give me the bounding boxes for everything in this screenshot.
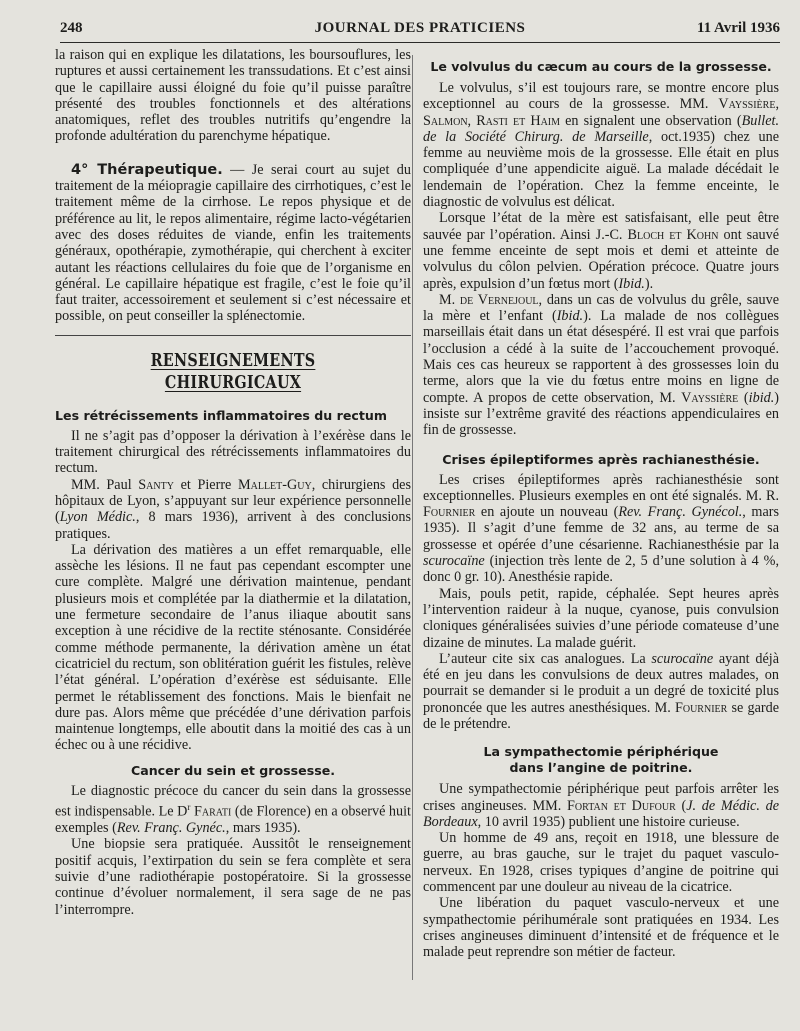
page-header: [60, 18, 780, 43]
section-rule-top: [55, 335, 411, 336]
text-span: , dans un cas de volvulus du grêle, sauve la mère et l’enfant (: [423, 291, 779, 325]
therapy-paragraph: [55, 162, 411, 325]
text-span: L’auteur cite six cas analogues. La: [439, 650, 652, 667]
therapy-text: — Je serai court au sujet du traitement de la méiopragie capillaire des cirrhotiques, c’est le traitement même de la cirrhose. Le repos physique et de préférence au lit, le repos alimentaire, régime lacto-végétarien avec des doses réduites de viande, enfin les traitements généraux, opothérapie, zymothérapie, qui cherchent à exciter autant les réactions cellulaires du foie que de l’organisme en général. Le capillaire hépatique est fragile, c’est le foie qu’il faut traiter, accessoirement et seulement si c’est nécessaire et possible, on peut conseiller la splénectomie.: [55, 161, 411, 325]
text-span: ayant déjà été en jeu dans les convulsions de deux autres malades, on pourrait se demander si le produit a un degré de toxicité plus prononcée que les autres anesthésiques. M.: [423, 650, 779, 716]
rectum-paragraph-3: La dérivation des matières a un effet remarquable, elle assèche les lésions. Il ne faut pas cependant escompter une cure complète. Malgré une dérivation maintenue, pendant plusieurs mois et complétée par la diathermie et la dilatation, une fermeture secondaire de l’anus iliaque aboutit sans exception à une récidive de la rectite sténosante. Considérée comme méthode permanente, la dérivation amène un état cicatriciel du rectum, son oblitération guérit les fistules, relève l’état général. L’opération d’exérèse est séduisante. Elle permet le rétablissement des fonctions. Mais le bienfait ne dure pas. Alors même que précédée d’une dérivation parfois maintenue longtemps, elle aboutit dans la moitié des cas à un échec ou à une récidive.: [55, 541, 411, 754]
text-span: ont sauvé une femme enceinte de sept mois et demi et atteinte de volvulus du côlon pelvien. Opération précoce. Quatre jours après, expulsion d’un fœtus mort (: [423, 226, 779, 292]
text-span: , 10 avril 1935) publient une histoire curieuse.: [477, 813, 740, 830]
text-span: (: [675, 797, 687, 814]
issue-date: 11 Avril 1936: [696, 20, 780, 36]
text-span: en signalent une observation (: [560, 112, 742, 129]
cancer-paragraph-1: [55, 783, 411, 837]
left-column: [55, 47, 411, 918]
doctor-abbrev: r: [187, 801, 191, 812]
text-span: (de Florence) en a observé huit exemples (: [55, 803, 411, 837]
crises-paragraph-1: [423, 472, 779, 586]
author-name: de Vernejoul: [459, 291, 539, 308]
drug-name: scurocaïne: [651, 650, 714, 667]
sympathectomy-paragraph-3: Une libération du paquet vasculo-nerveux et une sympathectomie périhumérale sont pratiquées en 1934. Les crises angineuses diminuent d’intensité et de fréquence et le malade peut reprendre son métier de facteur.: [423, 895, 779, 961]
intro-paragraph: la raison qui en explique les dilatations, les boursouflures, les ruptures et aussi certainement les transsudations. Et c’est ainsi que le capillaire aussi éloigné du foie qu’il puisse paraître présenté des troubles fonctionnels et des altérations anatomiques, reflet des troubles nutritifs qu’engendre la profonde adultération du parenchyme hépatique.: [55, 47, 411, 145]
journal-reference: Bullet. de la Société Chirurg. de Marseille: [423, 112, 779, 145]
journal-title: JOURNAL DES PRATICIENS: [314, 20, 526, 36]
author-name: Fournier: [674, 699, 728, 716]
author-names: Fortan et Dufour: [567, 797, 676, 814]
author-names: Vayssière, Salmon, Rasti et Haim: [423, 96, 779, 129]
author-name: Vayssière: [681, 389, 739, 406]
text-span: ). La malade de nos collègues marseillais était dans un état désespéré. Il est vrai que parfois l’occlusion a cédé à la suite de l’accouchement provoqué. Mais ces cas heureux se rapportent à des grossesses loin du terme, alors que la vie du fœtus entre moins en ligne de compte. A propos de cette observation, M.: [423, 308, 780, 406]
text-span: , oct.1935) chez une femme au neuvième mois de la grossesse. Elle était en plus compliquée d’une appendicite aiguë. La malade décédait le lendemain de l’opération. Chez la femme enceinte, le diagnostic de volvulus est délicat.: [423, 128, 779, 211]
text-span: ) insiste sur l’extrême gravité des réactions appendiculaires en fin de grossesse.: [423, 389, 780, 439]
article-heading-cancer: Cancer du sein et grossesse.: [130, 762, 336, 778]
crises-paragraph-2: Mais, pouls petit, rapide, céphalée. Sept heures après l’intervention raideur à la nuque, cyanose, puis convulsion cloniques généralisées suivies d’une période comateuse d’une dizaine de minutes. La malade guérit.: [423, 585, 779, 651]
right-column: [423, 47, 779, 961]
section-title: RENSEIGNEMENTS CHIRURGICAUX: [150, 350, 316, 393]
text-span: (injection très lente de 2, 5 d’une solution à 4 %, donc 0 gr. 10). Anesthésie rapide.: [423, 553, 779, 586]
journal-reference: Lyon Médic.: [59, 509, 136, 526]
article-heading-crises: Crises épileptiformes après rachianesthésie.: [442, 451, 760, 467]
author-name: Farati: [190, 803, 232, 820]
journal-reference: Rev. Franç. Gynécol.: [618, 504, 743, 521]
journal-reference: Ibid.: [556, 308, 584, 325]
drug-name: scurocaïne: [423, 553, 485, 570]
text-span: MM. Paul: [71, 476, 139, 493]
text-span: , chirurgiens des hôpitaux de Lyon, s’appuyant sur leur expérience personnelle (: [55, 476, 411, 526]
text-span: , 8 mars 1936), arrivent à des conclusions pratiques.: [55, 509, 411, 542]
author-name: Fournier: [423, 504, 476, 521]
author-names: Bloch et Kohn: [627, 226, 719, 243]
text-span: en ajoute un nouveau (: [475, 504, 619, 521]
volvulus-paragraph-1: [423, 80, 779, 210]
volvulus-paragraph-2: [423, 210, 779, 291]
journal-reference: J. de Médic. de Bordeaux: [423, 797, 779, 830]
text-span: ).: [644, 275, 654, 292]
author-name: Santy: [138, 476, 174, 493]
cancer-paragraph-2: Une biopsie sera pratiquée. Aussitôt le renseignement positif acquis, l’extirpation du sein se fera complète et sera suivie d’une radiothérapie postopératoire. Si la grossesse continue d’évoluer normalement, il sera sage de ne pas l’interrompre.: [55, 836, 411, 918]
text-span: se garde de le prétendre.: [423, 699, 779, 732]
rectum-paragraph-2: [55, 477, 411, 542]
text-span: Une sympathectomie périphérique peut parfois arrêter les crises angineuses. MM.: [423, 781, 779, 814]
sympathectomy-paragraph-1: [423, 781, 779, 830]
text-span: (: [738, 389, 749, 406]
page-number: 248: [60, 20, 83, 36]
column-divider: [412, 55, 413, 980]
article-heading-sympathectomy-2: dans l’angine de poitrine.: [509, 760, 693, 776]
volvulus-paragraph-3: [423, 292, 779, 439]
therapy-number: 4°: [71, 161, 98, 178]
crises-paragraph-3: [423, 651, 779, 732]
text-span: Le volvulus, s’il est toujours rare, se montre encore plus exceptionnel au cours de la grossesse. MM.: [423, 80, 779, 113]
journal-reference: Ibid.: [618, 275, 645, 292]
text-span: et Pierre: [173, 476, 238, 493]
sympathectomy-paragraph-2: Un homme de 49 ans, reçoit en 1918, une blessure de guerre, au bras gauche, sur le trajet du paquet vasculo-nerveux. En 1928, crises typiques d’angine de poitrine qui commencent par une douleur au niveau de la cicatrice.: [423, 830, 779, 896]
article-heading-rectum: Les rétrécissements inflammatoires du rectum: [55, 407, 387, 423]
text-span: , mars 1935). Il s’agit d’une femme de 32 ans, au terme de sa grossesse et opérée d’une césarienne. Rachianesthésie par la: [423, 504, 779, 553]
text-span: M.: [439, 291, 460, 308]
rectum-paragraph-1: Il ne s’agit pas d’opposer la dérivation à l’exérèse dans le traitement chirurgical des rétrécissements inflammatoires du rectum.: [55, 427, 411, 477]
article-heading-sympathectomy-1: La sympathectomie périphérique: [483, 744, 719, 760]
therapy-title: Thérapeutique.: [97, 161, 223, 178]
text-span: Le diagnostic précoce du cancer du sein dans la grossesse est indispensable. Le D: [55, 782, 411, 820]
article-heading-volvulus: Le volvulus du cæcum au cours de la grossesse.: [430, 59, 772, 74]
text-span: Les crises épileptiformes après rachianesthésie sont exceptionnelles. Plusieurs exemples en ont été signalés. M. R.: [423, 471, 779, 504]
journal-reference: Rev. Franç. Gynéc.: [116, 820, 226, 837]
text-span: Lorsque l’état de la mère est satisfaisant, elle peut être sauvée par l’opération. Ainsi J.-C.: [423, 210, 779, 243]
author-name: Mallet-Guy: [238, 476, 312, 493]
text-span: , mars 1935).: [225, 820, 301, 837]
journal-reference: ibid.: [748, 389, 775, 406]
